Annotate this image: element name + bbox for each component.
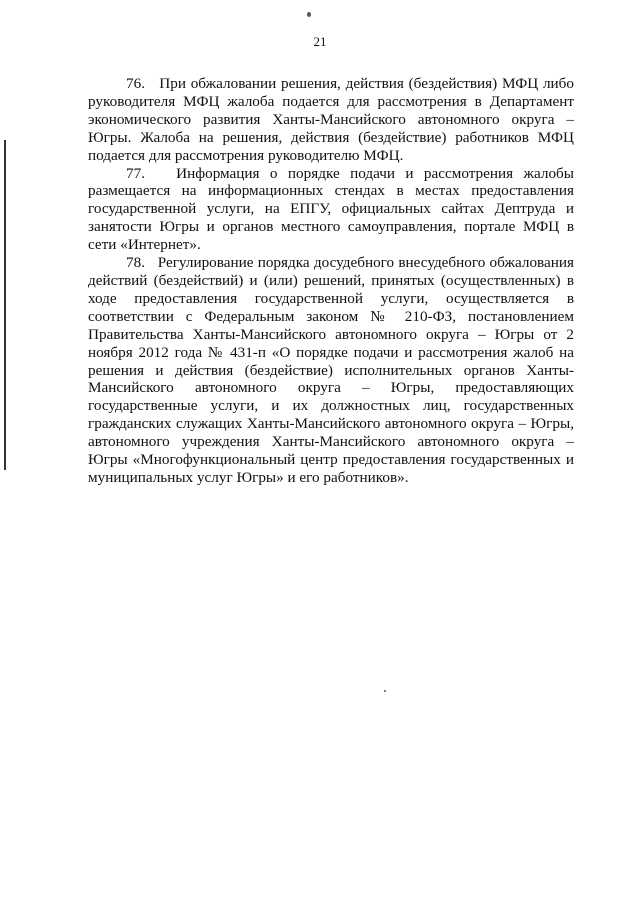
scan-speck — [307, 12, 311, 17]
page-number: 21 — [313, 34, 327, 49]
document-body — [88, 75, 574, 487]
paragraph-76: 76. При обжаловании решения, действия (бездействия) МФЦ либо руководителя МФЦ жалоба подается для рассмотрения в Департамент экономического развития Ханты-Мансийского автономного округа – Югры. Жалоба на решения, действия (бездействие) работников МФЦ подается для рассмотрения руководителю МФЦ. — [88, 75, 574, 164]
scan-speck — [384, 690, 386, 692]
paragraph-78: 78. Регулирование порядка досудебного внесудебного обжалования действий (бездействий) и (или) решений, принятых (осуществленных) в ходе предоставления государственной услуги, осуществляется в соответствии с Федеральным законом № 210-ФЗ, постановлением Правительства Ханты-Мансийского автономного округа – Югры от 2 ноября 2012 года № 431-п «О порядке подачи и рассмотрения жалоб на решения и действия (бездействие) исполнительных органов Ханты-Мансийского автономного округа – Югры, предоставляющих государственные услуги, и их должностных лиц, государственных гражданских служащих Ханты-Мансийского автономного округа – Югры, автономного учреждения Ханты-Мансийского автономного округа – Югры «Многофункциональный центр предоставления государственных и муниципальных услуг Югры» и его работников». — [88, 254, 574, 486]
paragraph-77: 77. Информация о порядке подачи и рассмотрения жалобы размещается на информационных стендах в местах предоставления государственной услуги, на ЕПГУ, официальных сайтах Дептруда и занятости Югры и органов местного самоуправления, портале МФЦ в сети «Интернет». — [88, 164, 574, 254]
scan-edge-mark — [4, 140, 6, 470]
